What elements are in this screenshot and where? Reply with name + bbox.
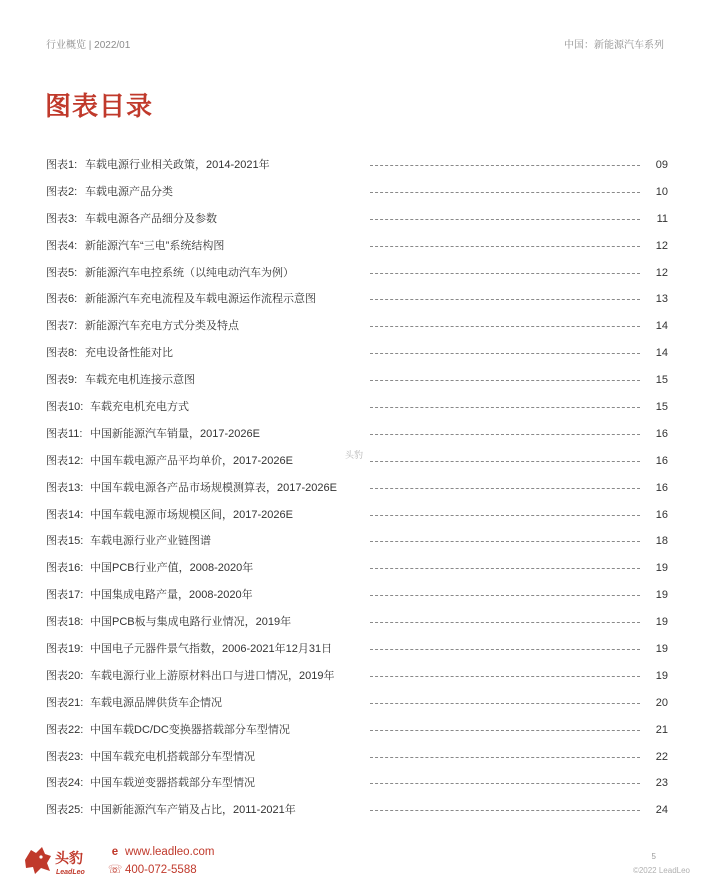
toc-label: 图表7:	[46, 320, 78, 333]
toc-row[interactable]	[46, 206, 668, 233]
toc-leader-line	[370, 568, 640, 569]
toc-row[interactable]	[46, 475, 668, 502]
header-right-text: 中国：新能源汽车系列	[564, 40, 664, 51]
toc-page-number: 15	[655, 374, 668, 387]
toc-label: 图表20:	[46, 669, 84, 682]
page-number: 5	[651, 852, 656, 861]
toc-leader-line	[370, 219, 640, 220]
toc-row[interactable]	[46, 582, 668, 609]
leadleo-logo	[22, 843, 114, 879]
toc-leader-line	[370, 326, 640, 327]
toc-page-number: 14	[655, 320, 668, 333]
toc-row[interactable]	[46, 609, 668, 636]
toc-page-number: 16	[655, 427, 668, 440]
toc-row[interactable]	[46, 233, 668, 260]
toc-leader-line	[370, 380, 640, 381]
table-of-figures	[46, 152, 668, 824]
toc-title[interactable]: 中国车载电源各产品市场规模测算表，2017-2026E	[90, 481, 337, 494]
toc-leader-line	[370, 810, 640, 811]
phone-icon: ☏	[108, 864, 123, 876]
toc-title[interactable]: 中国集成电路产量，2008-2020年	[90, 589, 253, 602]
toc-leader-line	[370, 595, 640, 596]
toc-label: 图表21:	[46, 696, 84, 709]
toc-title[interactable]: 中国车载电源市场规模区间，2017-2026E	[90, 508, 293, 521]
watermark-text: 头豹	[345, 450, 364, 460]
page-header	[46, 36, 664, 50]
toc-page-number: 15	[655, 401, 668, 414]
header-left-text: 行业概览 | 2022/01	[46, 40, 131, 51]
web-icon: e	[111, 846, 119, 858]
toc-page-number: 16	[655, 481, 668, 494]
toc-leader-line	[370, 461, 640, 462]
toc-page-number: 12	[655, 239, 668, 252]
toc-page-number: 21	[655, 723, 668, 736]
toc-page-number: 10	[655, 185, 668, 198]
toc-label: 图表10:	[46, 401, 84, 414]
toc-label: 图表23:	[46, 750, 84, 763]
toc-title[interactable]: 车载充电机连接示意图	[85, 374, 195, 387]
toc-label: 图表4:	[46, 239, 78, 252]
toc-row[interactable]	[46, 797, 668, 824]
toc-label: 图表3:	[46, 212, 78, 225]
toc-title[interactable]: 中国电子元器件景气指数，2006-2021年12月31日	[90, 643, 333, 656]
toc-page-number: 16	[655, 508, 668, 521]
toc-page-number: 19	[655, 643, 668, 656]
toc-label: 图表16:	[46, 562, 84, 575]
toc-page-number: 14	[655, 347, 668, 360]
toc-label: 图表22:	[46, 723, 84, 736]
toc-title[interactable]: 中国车载充电机搭载部分车型情况	[90, 750, 255, 763]
toc-row[interactable]	[46, 663, 668, 690]
toc-page-number: 23	[655, 777, 668, 790]
toc-row[interactable]	[46, 394, 668, 421]
phone-row[interactable]	[108, 861, 214, 879]
toc-page-number: 19	[655, 589, 668, 602]
toc-title[interactable]: 车载电源行业上游原材料出口与进口情况，2019年	[90, 669, 335, 682]
toc-leader-line	[370, 541, 640, 542]
toc-row[interactable]	[46, 286, 668, 313]
toc-row[interactable]	[46, 152, 668, 179]
toc-title[interactable]: 新能源汽车“三电”系统结构图	[85, 239, 225, 252]
phone-number[interactable]: 400-072-5588	[125, 864, 197, 876]
toc-row[interactable]	[46, 313, 668, 340]
toc-label: 图表12:	[46, 454, 84, 467]
toc-label: 图表8:	[46, 347, 78, 360]
toc-title[interactable]: 中国车载逆变器搭载部分车型情况	[90, 777, 255, 790]
leopard-head-icon	[25, 847, 51, 874]
toc-page-number: 19	[655, 616, 668, 629]
copyright-text: ©2022 LeadLeo	[632, 866, 690, 875]
toc-label: 图表1:	[46, 159, 78, 171]
toc-row[interactable]	[46, 744, 668, 771]
toc-row[interactable]	[46, 528, 668, 555]
toc-title[interactable]: 中国PCB板与集成电路行业情况，2019年	[90, 616, 292, 629]
toc-leader-line	[370, 192, 640, 193]
toc-page-number: 22	[655, 750, 668, 763]
toc-leader-line	[370, 407, 640, 408]
toc-title[interactable]: 新能源汽车充电方式分类及特点	[85, 320, 239, 333]
toc-title[interactable]: 车载电源产品分类	[85, 185, 173, 198]
toc-label: 图表18:	[46, 616, 84, 629]
logo-en-text: LeadLeo	[56, 869, 85, 876]
toc-page-number: 09	[655, 159, 668, 171]
toc-title[interactable]: 新能源汽车充电流程及车载电源运作流程示意图	[85, 293, 316, 306]
toc-row[interactable]	[46, 502, 668, 529]
toc-title[interactable]: 中国车载电源产品平均单价，2017-2026E	[90, 454, 293, 467]
toc-label: 图表13:	[46, 481, 84, 494]
toc-row[interactable]	[46, 636, 668, 663]
website-link[interactable]: www.leadleo.com	[125, 846, 215, 858]
toc-leader-line	[370, 622, 640, 623]
toc-label: 图表14:	[46, 508, 84, 521]
toc-leader-line	[370, 649, 640, 650]
toc-title[interactable]: 车载充电机充电方式	[90, 401, 189, 414]
toc-leader-line	[370, 730, 640, 731]
toc-title[interactable]: 中国PCB行业产值，2008-2020年	[90, 562, 254, 575]
toc-leader-line	[370, 676, 640, 677]
toc-leader-line	[370, 246, 640, 247]
toc-page-number: 20	[655, 696, 668, 709]
toc-title[interactable]: 车载电源各产品细分及参数	[85, 212, 217, 225]
toc-page-number: 19	[655, 669, 668, 682]
toc-leader-line	[370, 515, 640, 516]
toc-label: 图表11:	[46, 427, 83, 440]
toc-page-number: 19	[655, 562, 668, 575]
logo-cn-text: 头豹	[55, 851, 83, 867]
toc-label: 图表6:	[46, 293, 78, 306]
toc-row[interactable]	[46, 340, 668, 367]
toc-row[interactable]	[46, 179, 668, 206]
toc-leader-line	[370, 353, 640, 354]
toc-page-number: 16	[655, 454, 668, 467]
toc-page-number: 24	[655, 804, 668, 817]
toc-label: 图表25:	[46, 804, 84, 817]
website-row[interactable]	[108, 843, 214, 861]
toc-leader-line	[370, 299, 640, 300]
toc-row[interactable]	[46, 421, 668, 448]
toc-page-number: 13	[655, 293, 668, 306]
toc-leader-line	[370, 783, 640, 784]
toc-label: 图表5:	[46, 266, 78, 279]
toc-label: 图表24:	[46, 777, 84, 790]
toc-label: 图表2:	[46, 185, 78, 198]
toc-row[interactable]	[46, 717, 668, 744]
toc-row[interactable]	[46, 260, 668, 287]
toc-label: 图表15:	[46, 535, 84, 548]
toc-page-number: 18	[655, 535, 668, 548]
toc-row[interactable]	[46, 367, 668, 394]
toc-title[interactable]: 中国新能源汽车销量，2017-2026E	[90, 427, 260, 440]
toc-leader-line	[370, 488, 640, 489]
toc-label: 图表19:	[46, 643, 84, 656]
toc-title[interactable]: 中国车载DC/DC变换器搭载部分车型情况	[90, 723, 290, 736]
toc-row[interactable]	[46, 555, 668, 582]
page-title: 图表目录	[45, 92, 154, 122]
toc-title[interactable]: 新能源汽车电控系统（以纯电动汽车为例）	[85, 266, 294, 279]
toc-label: 图表17:	[46, 589, 84, 602]
toc-page-number: 11	[656, 212, 668, 225]
toc-title[interactable]: 车载电源行业相关政策，2014-2021年	[85, 159, 270, 171]
toc-leader-line	[370, 757, 640, 758]
toc-label: 图表9:	[46, 374, 78, 387]
toc-title[interactable]: 充电设备性能对比	[85, 347, 173, 360]
toc-row[interactable]	[46, 770, 668, 797]
toc-title[interactable]: 中国新能源汽车产销及占比，2011-2021年	[90, 804, 296, 817]
toc-page-number: 12	[655, 266, 668, 279]
toc-leader-line	[370, 165, 640, 166]
toc-leader-line	[370, 703, 640, 704]
toc-leader-line	[370, 434, 640, 435]
toc-row[interactable]	[46, 690, 668, 717]
toc-leader-line	[370, 273, 640, 274]
toc-title[interactable]: 车载电源行业产业链图谱	[90, 535, 211, 548]
footer-contact	[108, 843, 214, 879]
toc-title[interactable]: 车载电源品牌供货车企情况	[90, 696, 222, 709]
